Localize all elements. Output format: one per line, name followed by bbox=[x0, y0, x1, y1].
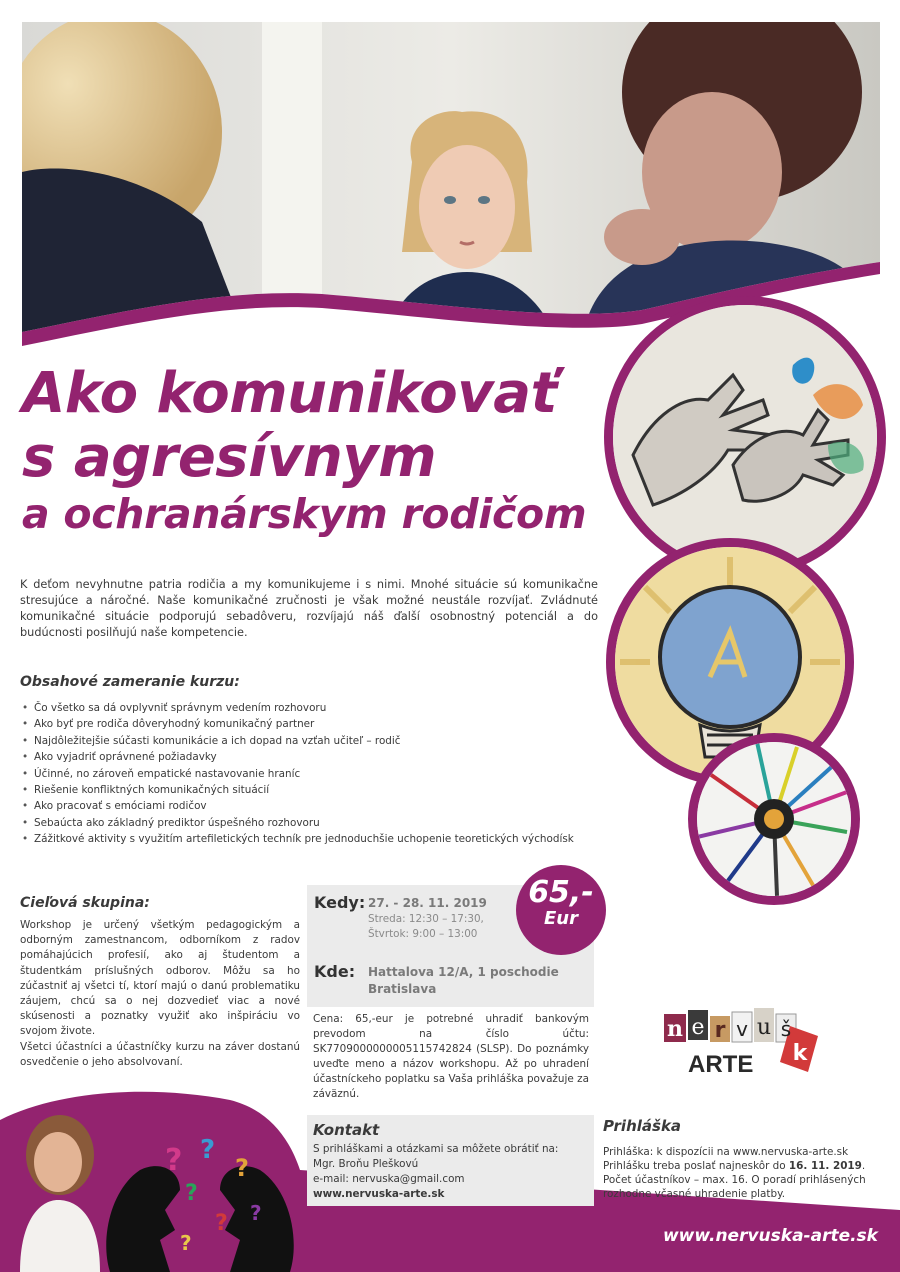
svg-text:u: u bbox=[756, 1015, 772, 1040]
svg-text:?: ? bbox=[165, 1143, 183, 1178]
svg-text:?: ? bbox=[250, 1201, 262, 1225]
list-item: • Účinné, no zároveň empatické nastavovanie hraníc bbox=[20, 766, 600, 782]
course-topics-list bbox=[20, 700, 600, 848]
price-currency: Eur bbox=[544, 908, 578, 929]
registration-heading: Prihláška bbox=[603, 1117, 682, 1135]
svg-text:v: v bbox=[736, 1017, 748, 1041]
event-times bbox=[368, 912, 484, 942]
event-date: 27. - 28. 11. 2019 bbox=[368, 896, 487, 910]
title-line-2: s agresívnym bbox=[22, 425, 437, 490]
contact-intro: S prihláškami a otázkami sa môžete obrátiť na: bbox=[313, 1143, 559, 1155]
svg-text:?: ? bbox=[235, 1154, 249, 1182]
time-wednesday: Streda: 12:30 – 17:30, bbox=[368, 913, 484, 925]
deadline-period: . bbox=[861, 1160, 866, 1172]
svg-text:e: e bbox=[691, 1015, 705, 1040]
title-line-1: Ako komunikovať bbox=[22, 361, 557, 426]
svg-text:?: ? bbox=[180, 1231, 192, 1255]
svg-text:n: n bbox=[667, 1016, 683, 1042]
where-label: Kde: bbox=[314, 962, 356, 981]
title-line-3: a ochranárskym rodičom bbox=[22, 490, 587, 538]
logo-text-bottom: ARTE bbox=[688, 1051, 754, 1078]
event-address bbox=[368, 964, 588, 998]
target-group-heading: Cieľová skupina: bbox=[20, 895, 150, 911]
price-amount: 65,- bbox=[528, 875, 594, 910]
registration-details bbox=[603, 1145, 873, 1201]
list-item: • Riešenie konfliktných komunikačných situácií bbox=[20, 782, 600, 798]
list-item: • Zážitkové aktivity s využitím artefiletických techník pre jednoduchšie uchopenie teoretických východísk bbox=[20, 831, 600, 847]
list-item: • Ako vyjadriť oprávnené požiadavky bbox=[20, 749, 600, 765]
deadline-text: Prihlášku treba poslať najneskôr do bbox=[603, 1160, 789, 1172]
svg-text:?: ? bbox=[200, 1135, 216, 1165]
certificate-paragraph: Všetci účastníci a účastníčky kurzu na záver dostanú osvedčenie o jeho absolvovaní. bbox=[20, 1040, 300, 1068]
contact-heading: Kontakt bbox=[313, 1121, 380, 1139]
course-content-heading: Obsahové zameranie kurzu: bbox=[20, 674, 240, 690]
contact-email[interactable]: e-mail: nervuska@gmail.com bbox=[313, 1173, 465, 1185]
registration-availability: Prihláška: k dispozícii na www.nervuska-arte.sk bbox=[603, 1146, 849, 1158]
when-label: Kedy: bbox=[314, 893, 366, 912]
target-group-paragraph: Workshop je určený všetkým pedagogickým a odborným zamestnancom, odborníkom z radov pomáhajúcich profesií, ako aj študentom a študentkám príslušných odborov. Môžu sa ho zúčastniť aj všetci tí, ktorí majú o danú problematiku záujem, chcú sa o nej dozvedieť viac a nové skúsenosti a poznatky využiť ako inšpiráciu vo svojom živote. bbox=[20, 919, 300, 1038]
footer-website-link[interactable]: www.nervuska-arte.sk bbox=[662, 1226, 878, 1246]
deadline-date: 16. 11. 2019 bbox=[788, 1160, 862, 1172]
svg-text:?: ? bbox=[185, 1181, 198, 1206]
contact-website-link[interactable]: www.nervuska-arte.sk bbox=[313, 1188, 445, 1200]
registration-deadline bbox=[603, 1159, 873, 1173]
list-item: • Najdôležitejšie súčasti komunikácie a ich dopad na vzťah učiteľ – rodič bbox=[20, 733, 600, 749]
nervuska-arte-logo bbox=[662, 1006, 822, 1082]
registration-capacity: Počet účastníkov – max. 16. O poradí prihlásených rozhodne včasné uhradenie platby. bbox=[603, 1174, 866, 1200]
list-item: • Ako byť pre rodiča dôveryhodný komunikačný partner bbox=[20, 716, 600, 732]
target-group-text bbox=[20, 918, 300, 1070]
art-circle-burst bbox=[688, 733, 860, 905]
svg-text:š: š bbox=[780, 1017, 792, 1041]
contact-details bbox=[313, 1142, 558, 1202]
address-city: Bratislava bbox=[368, 982, 437, 996]
list-item: • Ako pracovať s emóciami rodičov bbox=[20, 798, 600, 814]
address-street: Hattalova 12/A, 1 poschodie bbox=[368, 965, 559, 979]
svg-text:?: ? bbox=[215, 1211, 228, 1236]
svg-text:k: k bbox=[792, 1041, 808, 1066]
time-thursday: Štvrtok: 9:00 – 13:00 bbox=[368, 928, 478, 940]
svg-text:r: r bbox=[714, 1018, 726, 1043]
list-item: • Sebaúcta ako základný prediktor úspešného rozhovoru bbox=[20, 815, 600, 831]
art-circle-hands bbox=[604, 296, 886, 578]
intro-paragraph: K deťom nevyhnutne patria rodičia a my komunikujeme i s nimi. Mnohé situácie sú komunikačne stresujúce a náročné. Naše komunikačné zručnosti je však možné neustále rozvíjať. Zvládnuté komunikačné situácie podporujú sebadôveru, rozvíjajú náš ďalší osobnostný potenciál a do budúcnosti posilňujú naše kompetencie. bbox=[20, 578, 598, 639]
list-item: • Čo všetko sa dá ovplyvniť správnym vedením rozhovoru bbox=[20, 700, 600, 716]
price-badge bbox=[516, 865, 606, 955]
page-title bbox=[22, 361, 622, 538]
contact-name: Mgr. Broňu Pleškovú bbox=[313, 1158, 419, 1170]
payment-info: Cena: 65,-eur je potrebné uhradiť bankovým prevodom na číslo účtu: SK7709000000005115742824 (SLSP). Do poznámky uveďte meno a názov workshopu. Až po uhradení účastníckeho poplatku sa Vaša prihláška považuje za záväznú. bbox=[313, 1013, 589, 1100]
